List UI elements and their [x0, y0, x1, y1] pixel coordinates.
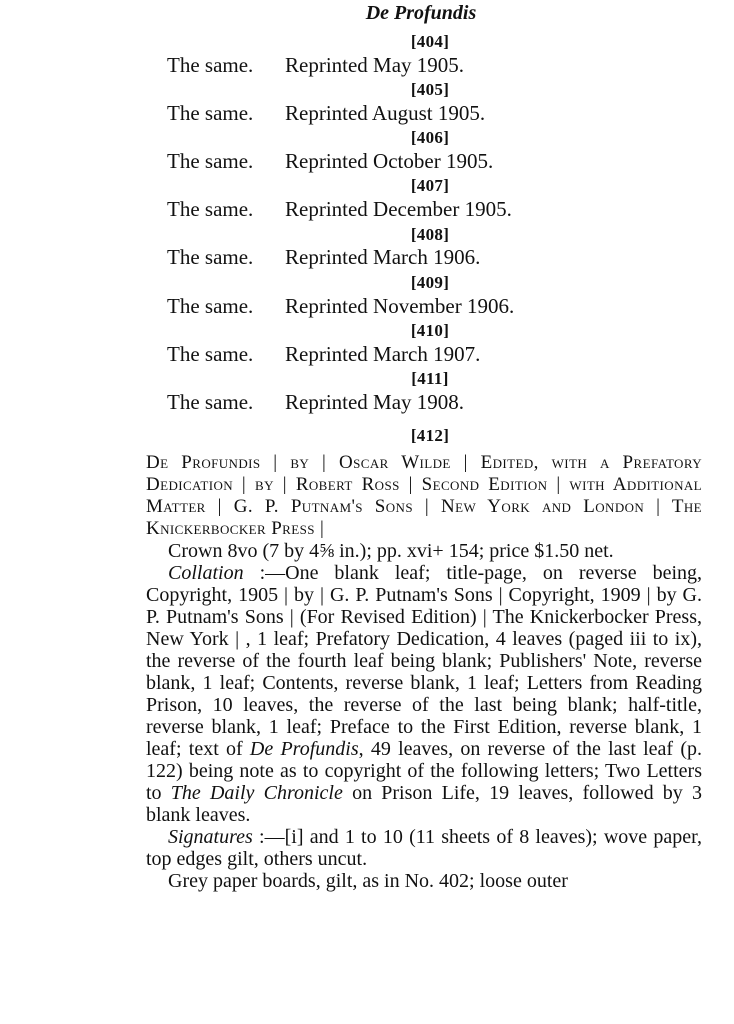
reprint-line [167, 294, 514, 319]
reprint-line [167, 342, 480, 367]
reprint-text: Reprinted November 1906. [285, 294, 515, 318]
reprint-text: Reprinted March 1906. [285, 245, 481, 269]
same-label: The same. [167, 53, 254, 77]
reprint-line [167, 245, 480, 270]
work-title: De Profundis [249, 738, 359, 760]
reprint-text: Reprinted May 1908. [285, 390, 465, 414]
same-label: The same. [167, 294, 254, 318]
signatures-paragraph: Signatures :—[i] and 1 to 10 (11 sheets of 8 leaves); wove paper, top edges gilt, others uncut. [146, 826, 703, 870]
newspaper-title: The Daily Chronicle [170, 782, 343, 804]
reprint-text: Reprinted May 1905. [285, 53, 465, 77]
collation-label: Collation [168, 562, 244, 584]
same-label: The same. [167, 197, 254, 221]
format-line: Crown 8vo (7 by 4⅝ in.); pp. xvi+ 154; price $1.50 net. [168, 540, 614, 562]
reprint-text: Reprinted December 1905. [285, 197, 512, 221]
same-label: The same. [167, 149, 254, 173]
same-label: The same. [167, 245, 254, 269]
reprint-line [167, 149, 493, 174]
entry-number: [412] [410, 426, 450, 445]
entry-number: [408] [410, 225, 450, 244]
entry-number: [411] [411, 369, 449, 388]
entry-number: [407] [410, 176, 450, 195]
same-label: The same. [167, 101, 254, 125]
entry-number: [406] [410, 128, 450, 147]
entry-number: [409] [410, 273, 450, 292]
entry-number: [410] [410, 321, 450, 340]
reprint-text: Reprinted October 1905. [285, 149, 494, 173]
same-label: The same. [167, 342, 254, 366]
entry-number: [405] [410, 80, 450, 99]
entry-number: [404] [410, 32, 450, 51]
collation-paragraph: Collation :—One blank leaf; title-page, on reverse being, Copyright, 1905 | by | G. P. Putnam's Sons | Copyright, 1909 | by G. P. Putnam's Sons | (For Revised Edition) | The Knickerbocker Press, New York | , 1 leaf; Prefatory Dedication, 4 leaves (paged iii to ix), the reverse of the fourth leaf being blank; Publishers' Note, reverse blank, 1 leaf; Contents, reverse blank, 1 leaf; Letters from Reading Prison, 10 leaves, the reverse of the last being blank; half-title, reverse blank, 1 leaf; Preface to the First Edition, reverse blank, 1 leaf; text of De Profundis, 49 leaves, on reverse of the last leaf (p. 122) being note as to copyright of the following letters; Two Letters to The Daily Chronicle on Prison Life, 19 leaves, followed by 3 blank leaves. [146, 562, 702, 826]
bibliographic-entry [146, 452, 702, 892]
reprint-line [167, 53, 464, 78]
title-transcription: De Profundis | by | Oscar Wilde | Edited, with a Prefatory Dedication | by | Robert Ross | Second Edition | with Additional Matter | G. P. Putnam's Sons | New York and London | The Knickerbocker Press | [146, 452, 702, 539]
reprint-line [167, 390, 464, 415]
reprint-text: Reprinted August 1905. [285, 101, 486, 125]
running-head: De Profundis [365, 2, 477, 24]
reprint-text: Reprinted March 1907. [285, 342, 481, 366]
signatures-label: Signatures [168, 826, 253, 848]
reprint-line [167, 101, 485, 126]
same-label: The same. [167, 390, 254, 414]
reprint-line [167, 197, 512, 222]
binding-line: Grey paper boards, gilt, as in No. 402; loose outer [168, 870, 568, 892]
